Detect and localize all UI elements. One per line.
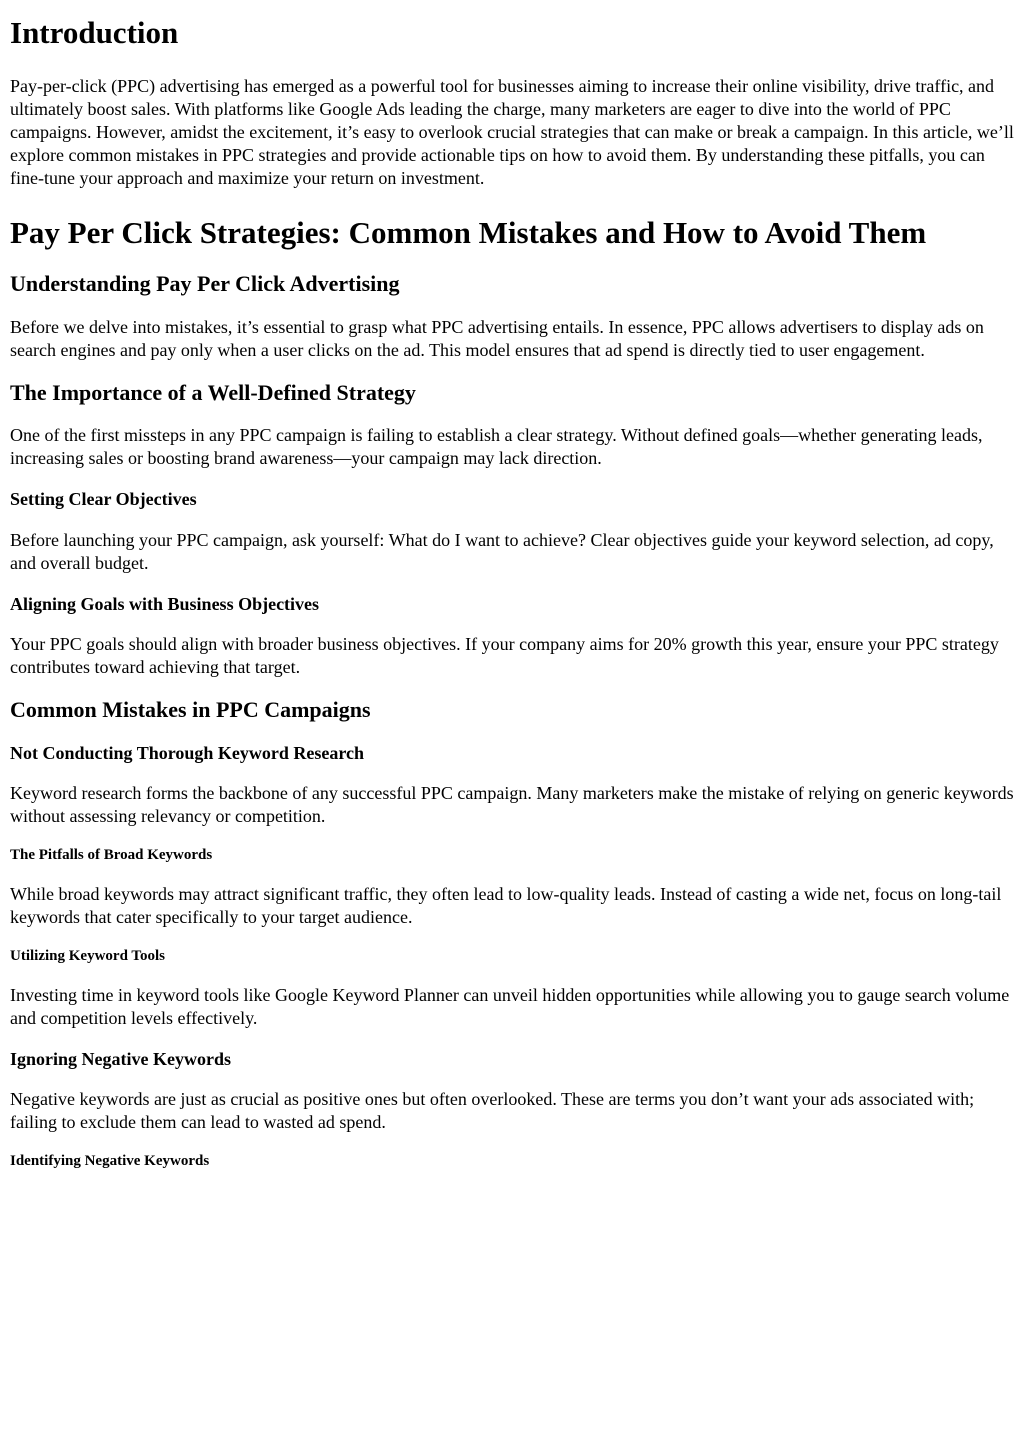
subsection-paragraph-research: Keyword research forms the backbone of any successful PPC campaign. Many marketers make the mistake of relying on generic keywords without assessing relevancy or competition.: [10, 783, 1014, 827]
intro-paragraph: Pay-per-click (PPC) advertising has emerged as a powerful tool for businesses aiming to increase their online visibility, drive traffic, and ultimately boost sales. With platforms like Google Ads leading the charge, many marketers are eager to dive into the world of PPC campaigns. However, amidst the excitement, it’s easy to overlook crucial strategies that can make or break a campaign. In this article, we’ll explore common mistakes in PPC strategies and provide actionable tips on how to avoid them. By understanding these pitfalls, you can fine-tune your approach and maximize your return on investment.: [10, 76, 1014, 189]
section-heading-understanding: Understanding Pay Per Click Advertising: [10, 271, 400, 297]
subsection-paragraph-objectives: Before launching your PPC campaign, ask yourself: What do I want to achieve? Clear objectives guide your keyword selection, ad copy, and overall budget.: [10, 529, 994, 573]
subsection-heading-objectives: Setting Clear Objectives: [10, 489, 197, 510]
subsection-heading-aligning: Aligning Goals with Business Objectives: [10, 593, 320, 614]
minor-heading-tools: Utilizing Keyword Tools: [10, 947, 166, 964]
minor-paragraph-broad: While broad keywords may attract significant traffic, they often lead to low-quality leads. Instead of casting a wide net, focus on long-tail keywords that cater specifically to your target audience.: [10, 883, 1002, 927]
section-paragraph-importance: One of the first missteps in any PPC campaign is failing to establish a clear strategy. Without defined goals—whether generating leads, increasing sales or boosting brand awareness—your campaign may lack direction.: [10, 425, 983, 469]
article-title: Pay Per Click Strategies: Common Mistakes and How to Avoid Them: [10, 215, 927, 251]
subsection-paragraph-aligning: Your PPC goals should align with broader business objectives. If your company aims for 20% growth this year, ensure your PPC strategy contributes toward achieving that target.: [10, 634, 999, 678]
subsection-heading-research: Not Conducting Thorough Keyword Research: [10, 742, 365, 763]
minor-heading-broad: The Pitfalls of Broad Keywords: [10, 847, 213, 864]
minor-paragraph-tools: Investing time in keyword tools like Google Keyword Planner can unveil hidden opportunities while allowing you to gauge search volume and competition levels effectively.: [10, 984, 1010, 1028]
section-heading-mistakes: Common Mistakes in PPC Campaigns: [10, 697, 371, 723]
subsection-paragraph-negative: Negative keywords are just as crucial as positive ones but often overlooked. These are terms you don’t want your ads associated with; failing to exclude them can lead to wasted ad spend.: [10, 1089, 975, 1133]
minor-heading-identifying: Identifying Negative Keywords: [10, 1153, 210, 1170]
section-heading-importance: The Importance of a Well-Defined Strategy: [10, 379, 416, 405]
intro-heading: Introduction: [10, 15, 179, 50]
subsection-heading-negative: Ignoring Negative Keywords: [10, 1048, 231, 1069]
section-paragraph-understanding: Before we delve into mistakes, it’s essential to grasp what PPC advertising entails. In essence, PPC allows advertisers to display ads on search engines and pay only when a user clicks on the ad. This model ensures that ad spend is directly tied to user engagement.: [10, 316, 984, 360]
